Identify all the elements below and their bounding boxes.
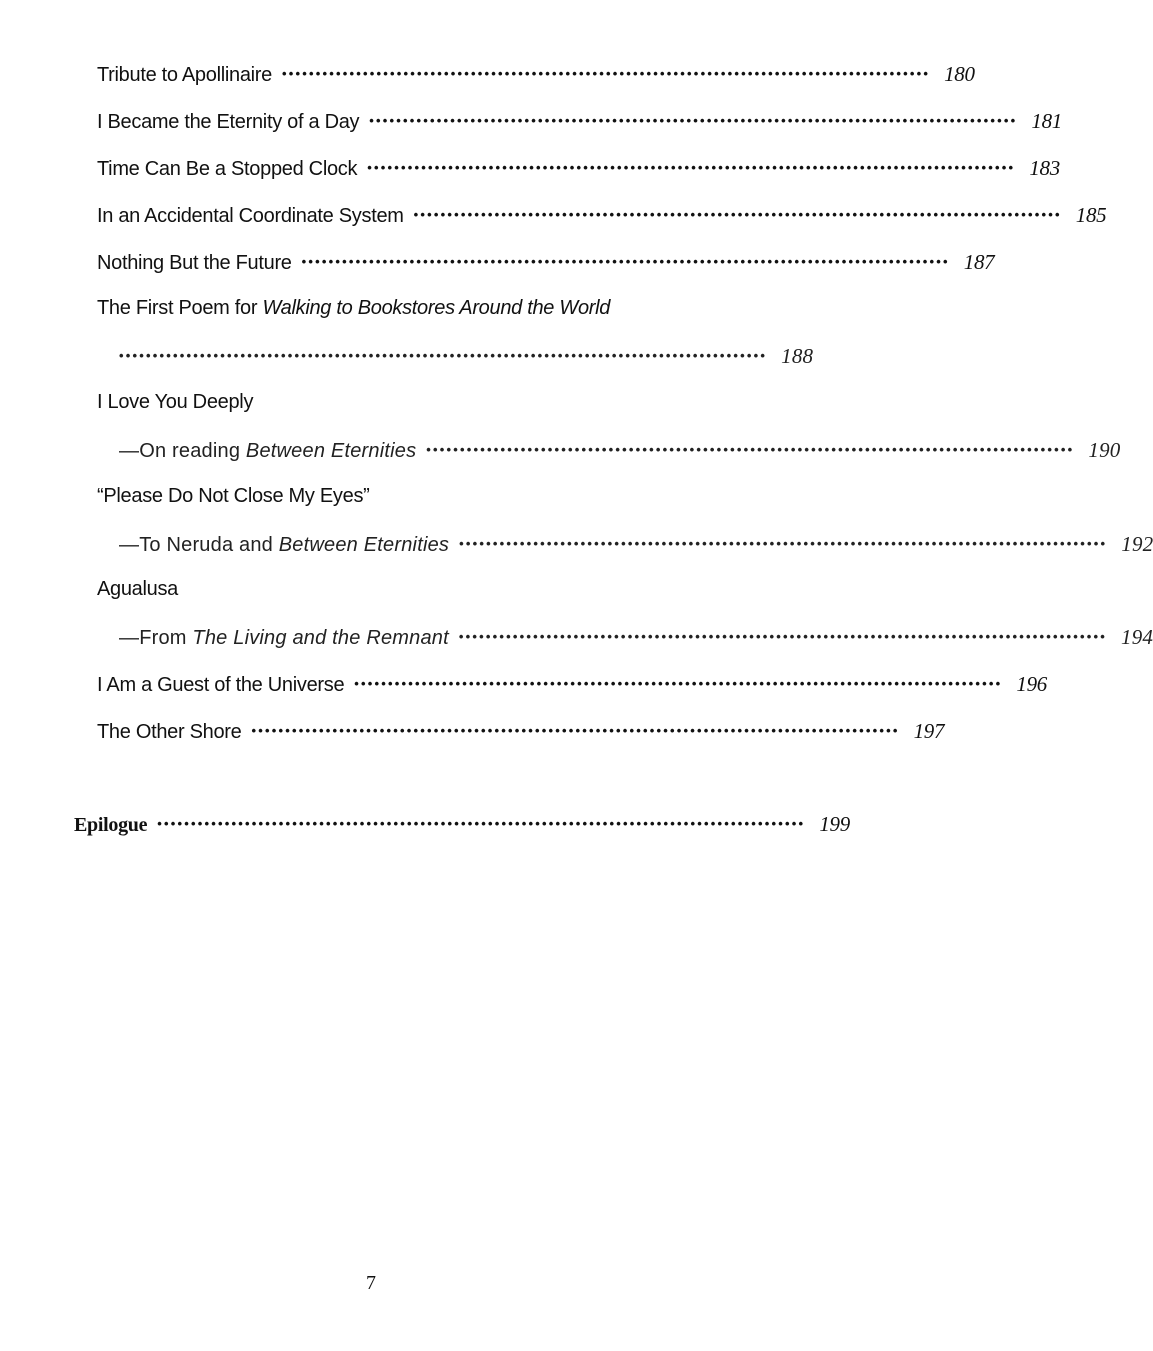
toc-entry (97, 156, 1060, 196)
entry-page-number: 187 (963, 250, 995, 274)
entry-title: Time Can Be a Stopped Clock (97, 158, 358, 180)
dot-leader: •••••••••••••••••••••••••••••••••••••••••••••••••••••••••••••••••••••••••••••••••••••••••••••••• (354, 676, 1003, 691)
dot-leader: •••••••••••••••••••••••••••••••••••••••••••••••••••••••••••••••••••••••••••••••••••••••••••••••• (301, 254, 950, 269)
toc-entry (97, 672, 1048, 712)
entry-title-prefix: The First Poem for (97, 297, 263, 319)
entry-title: Nothing But the Future (97, 252, 292, 274)
entry-title: Agualusa (97, 578, 178, 600)
toc-entry-subtitle-line (119, 532, 1153, 572)
entry-subtitle (119, 534, 449, 557)
entry-title-italic: Walking to Bookstores Around the World (262, 297, 611, 319)
entry-page-number: 197 (913, 719, 945, 743)
dot-leader: •••••••••••••••••••••••••••••••••••••••••••••••••••••••••••••••••••••••••••••••••••••••••••••••• (367, 160, 1016, 175)
entry-page-number: 192 (1121, 532, 1153, 556)
entry-page-number: 180 (944, 62, 975, 86)
dot-leader: •••••••••••••••••••••••••••••••••••••••••••••••••••••••••••••••••••••••••••••••••••••••••••••••• (459, 536, 1108, 551)
dot-leader: •••••••••••••••••••••••••••••••••••••••••••••••••••••••••••••••••••••••••••••••••••••••••••••••• (458, 629, 1108, 644)
entry-title: “Please Do Not Close My Eyes” (97, 485, 370, 507)
toc-epilogue-entry (74, 812, 850, 852)
entry-subtitle-italic: The Living and the Remnant (192, 627, 449, 649)
toc-entry (97, 719, 945, 759)
toc-entry-leader-line (119, 344, 814, 384)
entry-subtitle-italic: Between Eternities (245, 440, 417, 462)
toc-entry-title-line (97, 391, 678, 431)
entry-title: Tribute to Apollinaire (97, 64, 272, 86)
dot-leader: •••••••••••••••••••••••••••••••••••••••••••••••••••••••••••••••••••••••••••••••••••••••••••••••• (281, 66, 931, 81)
page-folio: 7 (366, 1272, 376, 1294)
entry-page-number: 188 (781, 344, 814, 368)
entry-title (97, 297, 610, 320)
entry-page-number: 183 (1029, 156, 1060, 180)
entry-title: I Am a Guest of the Universe (97, 674, 345, 696)
dot-leader: •••••••••••••••••••••••••••••••••••••••••••••••••••••••••••••••••••••••••••••••••••••••••••••••• (157, 816, 806, 831)
entry-subtitle-prefix: —To Neruda and (119, 534, 279, 556)
entry-subtitle-italic: Between Eternities (278, 534, 450, 556)
dot-leader: •••••••••••••••••••••••••••••••••••••••••••••••••••••••••••••••••••••••••••••••••••••••••••••••• (369, 113, 1018, 128)
dot-leader: •••••••••••••••••••••••••••••••••••••••••••••••••••••••••••••••••••••••••••••••••••••••••••••••• (251, 723, 900, 738)
entry-page-number: 181 (1031, 109, 1062, 133)
dot-leader: •••••••••••••••••••••••••••••••••••••••••••••••••••••••••••••••••••••••••••••••••••••••••••••••• (413, 207, 1062, 222)
toc-entry-title-line (97, 297, 678, 337)
toc-entry-title-line (97, 578, 678, 618)
toc-entry (97, 203, 1107, 243)
entry-title: The Other Shore (97, 721, 242, 743)
toc-entry (97, 62, 975, 102)
toc-entry-subtitle-line (119, 438, 1121, 478)
toc-entry-subtitle-line (119, 625, 1153, 665)
toc-entry (97, 250, 995, 290)
entry-subtitle (119, 627, 449, 650)
epilogue-page-number: 199 (819, 812, 850, 836)
entry-title: I Became the Eternity of a Day (97, 111, 360, 133)
toc-entry (97, 109, 1062, 149)
entry-subtitle (119, 440, 416, 463)
entry-title: I Love You Deeply (97, 391, 254, 413)
toc-entry-title-line (97, 485, 678, 525)
entry-page-number: 185 (1075, 203, 1107, 227)
dot-leader: •••••••••••••••••••••••••••••••••••••••••••••••••••••••••••••••••••••••••••••••••••••••••••••••• (426, 442, 1075, 457)
entry-page-number: 196 (1016, 672, 1048, 696)
entry-title: In an Accidental Coordinate System (97, 205, 404, 227)
entry-page-number: 194 (1121, 625, 1153, 649)
epilogue-title: Epilogue (74, 814, 148, 836)
dot-leader: •••••••••••••••••••••••••••••••••••••••••••••••••••••••••••••••••••••••••••••••••••••••••••••••• (119, 348, 768, 363)
entry-subtitle-prefix: —From (119, 627, 193, 649)
entry-subtitle-prefix: —On reading (119, 440, 246, 462)
entry-page-number: 190 (1088, 438, 1121, 462)
